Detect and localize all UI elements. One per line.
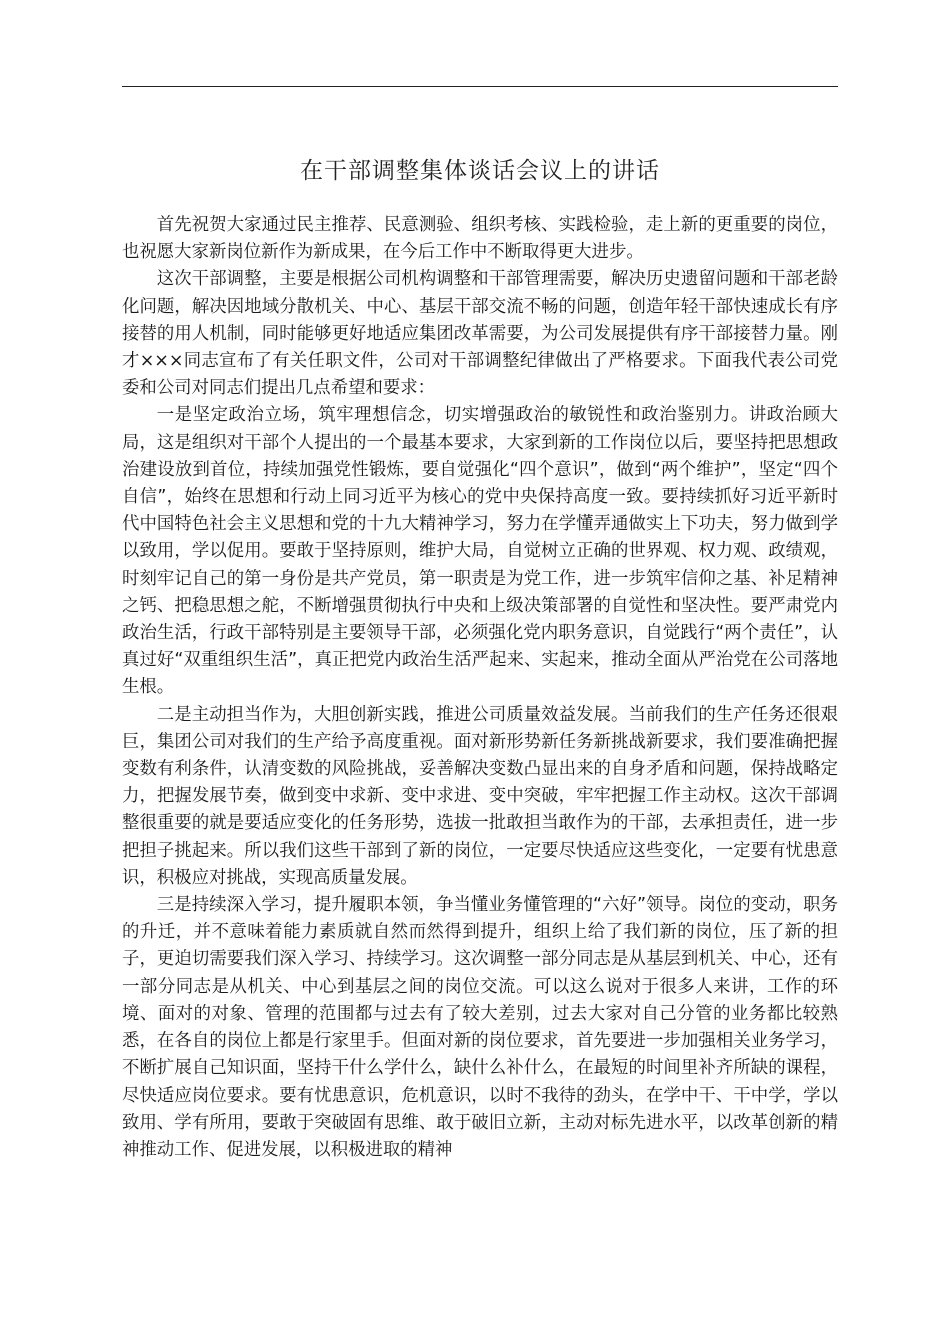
paragraph-4: 二是主动担当作为，大胆创新实践，推进公司质量效益发展。当前我们的生产任务还很艰巨，集团公司对我们的生产给予高度重视。面对新形势新任务新挑战新要求，我们要准确把握变数有利条件，认清变数的风险挑战，妥善解决变数凸显出来的自身矛盾和问题，保持战略定力，把握发展节奏，做到变中求新、变中求进、变中突破，牢牢把握工作主动权。这次干部调整很重要的就是要适应变化的任务形势，选拔一批敢担当敢作为的干部，去承担责任，进一步把担子挑起来。所以我们这些干部到了新的岗位，一定要尽快适应这些变化，一定要有忧患意识，积极应对挑战，实现高质量发展。 bbox=[122, 704, 838, 888]
document-body bbox=[122, 212, 838, 1164]
paragraph-5: 三是持续深入学习，提升履职本领，争当懂业务懂管理的“六好”领导。岗位的变动，职务的升迁，并不意味着能力素质就自然而然得到提升，组织上给了我们新的岗位，压了新的担子，更迫切需要我们深入学习、持续学习。这次调整一部分同志是从基层到机关、中心，还有一部分同志是从机关、中心到基层之间的岗位交流。可以这么说对于很多人来讲，工作的环境、面对的对象、管理的范围都与过去有了较大差别，过去大家对自己分管的业务都比较熟悉，在各自的岗位上都是行家里手。但面对新的岗位要求，首先要进一步加强相关业务学习，不断扩展自己知识面，坚持干什么学什么，缺什么补什么，在最短的时间里补齐所缺的课程，尽快适应岗位要求。要有忧患意识，危机意识，以时不我待的劲头，在学中干、干中学，学以致用、学有所用，要敢于突破固有思维、敢于破旧立新，主动对标先进水平，以改革创新的精神推动工作、促进发展，以积极进取的精神 bbox=[122, 895, 838, 1160]
paragraph-3: 一是坚定政治立场，筑牢理想信念，切实增强政治的敏锐性和政治鉴别力。讲政治顾大局，这是组织对干部个人提出的一个最基本要求，大家到新的工作岗位以后，要坚持把思想政治建设放到首位，持续加强党性锻炼，要自觉强化“四个意识”，做到“两个维护”，坚定“四个自信”，始终在思想和行动上同习近平为核心的党中央保持高度一致。要持续抓好习近平新时代中国特色社会主义思想和党的十九大精神学习，努力在学懂弄通做实上下功夫，努力做到学以致用，学以促用。要敢于坚持原则，维护大局，自觉树立正确的世界观、权力观、政绩观，时刻牢记自己的第一身份是共产党员，第一职责是为党工作，进一步筑牢信仰之基、补足精神之钙、把稳思想之舵，不断增强贯彻执行中央和上级决策部署的自觉性和坚决性。要严肃党内政治生活，行政干部特别是主要领导干部，必须强化党内职务意识，自觉践行“两个责任”，认真过好“双重组织生活”，真正把党内政治生活严起来、实起来，推动全面从严治党在公司落地生根。 bbox=[122, 405, 838, 698]
paragraph-1: 首先祝贺大家通过民主推荐、民意测验、组织考核、实践检验，走上新的更重要的岗位，也祝愿大家新岗位新作为新成果，在今后工作中不断取得更大进步。 bbox=[122, 215, 838, 263]
header-rule bbox=[122, 86, 838, 87]
paragraph-2: 这次干部调整，主要是根据公司机构调整和干部管理需要，解决历史遗留问题和干部老龄化问题，解决因地域分散机关、中心、基层干部交流不畅的问题，创造年轻干部快速成长有序接替的用人机制，同时能够更好地适应集团改革需要，为公司发展提供有序干部接替力量。刚才×××同志宣布了有关任职文件，公司对干部调整纪律做出了严格要求。下面我代表公司党委和公司对同志们提出几点希望和要求： bbox=[122, 269, 838, 399]
document-title: 在干部调整集体谈话会议上的讲话 bbox=[300, 158, 660, 184]
